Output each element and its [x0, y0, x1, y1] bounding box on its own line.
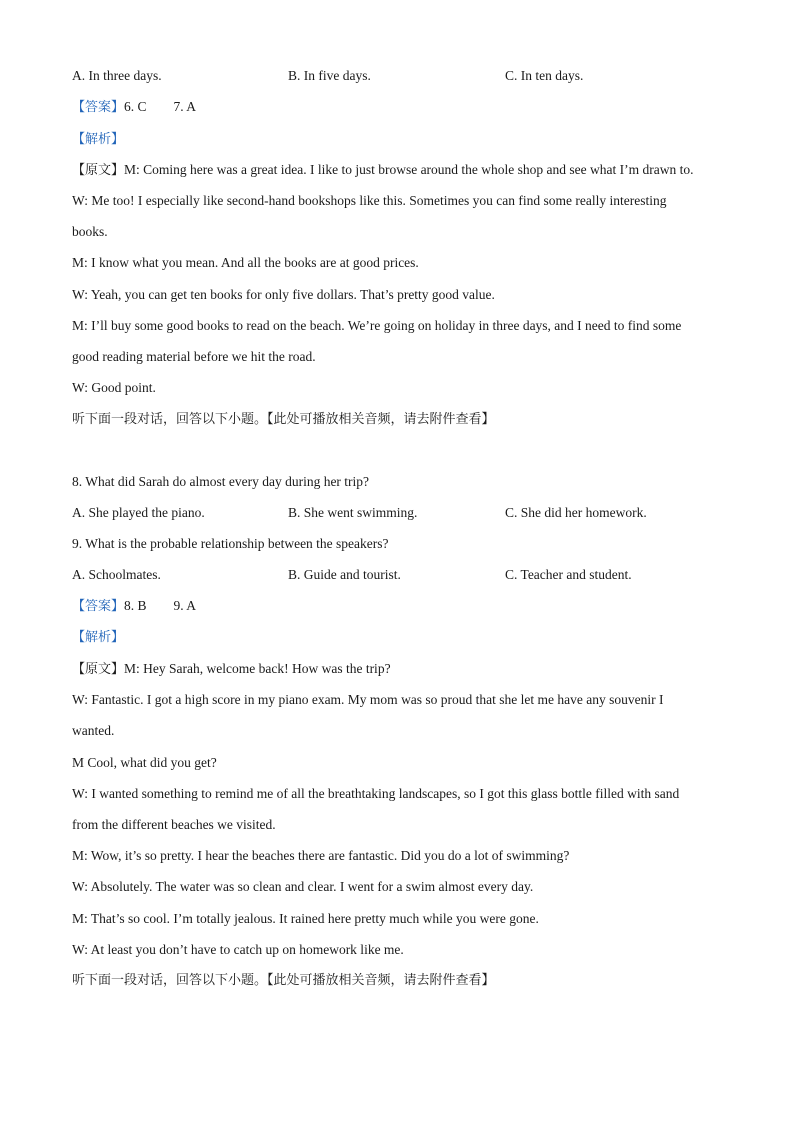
transcript-line: W: Yeah, you can get ten books for only five dollars. That’s pretty good value.: [72, 287, 495, 302]
transcript-line: M: Wow, it’s so pretty. I hear the beaches there are fantastic. Did you do a lot of swimming?: [72, 848, 570, 863]
question-9: 9. What is the probable relationship between the speakers?: [72, 536, 389, 551]
transcript-text: M: Hey Sarah, welcome back! How was the trip?: [124, 661, 391, 676]
answer-text: 6. C 7. A: [124, 99, 197, 114]
transcript-line: wanted.: [72, 723, 115, 738]
answer-tag: 【答案】: [72, 100, 125, 115]
option-b: B. She went swimming.: [288, 505, 418, 520]
transcript-tag: 【原文】: [72, 662, 125, 677]
option-b: B. Guide and tourist.: [288, 567, 401, 582]
answer-line: [72, 597, 196, 616]
transcript-line: W: Fantastic. I got a high score in my piano exam. My mom was so proud that she let me have any souvenir I: [72, 692, 664, 707]
transcript-tag: 【原文】: [72, 163, 125, 178]
option-a: A. In three days.: [72, 68, 162, 83]
analysis-tag-line: [72, 130, 124, 149]
answer-tag: 【答案】: [72, 599, 125, 614]
transcript-line: M Cool, what did you get?: [72, 755, 217, 770]
transcript-line: from the different beaches we visited.: [72, 817, 276, 832]
option-a: A. She played the piano.: [72, 505, 205, 520]
instruction-line: 听下面一段对话，回答以下小题。【此处可播放相关音频，请去附件查看】: [72, 973, 495, 988]
option-b: B. In five days.: [288, 68, 371, 83]
transcript-text: M: Coming here was a great idea. I like to just browse around the whole shop and see what I’m drawn to.: [124, 162, 694, 177]
analysis-tag: 【解析】: [72, 132, 125, 147]
analysis-tag-line: [72, 628, 124, 647]
transcript-line: [72, 161, 694, 180]
transcript-line: W: At least you don’t have to catch up on homework like me.: [72, 942, 404, 957]
option-c: C. Teacher and student.: [505, 567, 632, 582]
option-a: A. Schoolmates.: [72, 567, 161, 582]
transcript-line: W: Absolutely. The water was so clean and clear. I went for a swim almost every day.: [72, 879, 534, 894]
transcript-line: M: I’ll buy some good books to read on the beach. We’re going on holiday in three days, and I need to find some: [72, 318, 682, 333]
transcript-line: W: Good point.: [72, 380, 156, 395]
answer-text: 8. B 9. A: [124, 598, 197, 613]
transcript-line: W: I wanted something to remind me of all the breathtaking landscapes, so I got this glass bottle filled with sand: [72, 786, 680, 801]
transcript-line: M: That’s so cool. I’m totally jealous. It rained here pretty much while you were gone.: [72, 911, 539, 926]
transcript-line: books.: [72, 224, 108, 239]
question-8: 8. What did Sarah do almost every day during her trip?: [72, 474, 370, 489]
transcript-line: [72, 660, 391, 679]
analysis-tag: 【解析】: [72, 630, 125, 645]
option-c: C. She did her homework.: [505, 505, 647, 520]
option-c: C. In ten days.: [505, 68, 584, 83]
answer-line: [72, 98, 196, 117]
instruction-line: 听下面一段对话，回答以下小题。【此处可播放相关音频，请去附件查看】: [72, 412, 495, 427]
transcript-line: W: Me too! I especially like second-hand bookshops like this. Sometimes you can find some really interesting: [72, 193, 667, 208]
transcript-line: good reading material before we hit the road.: [72, 349, 316, 364]
transcript-line: M: I know what you mean. And all the books are at good prices.: [72, 255, 419, 270]
